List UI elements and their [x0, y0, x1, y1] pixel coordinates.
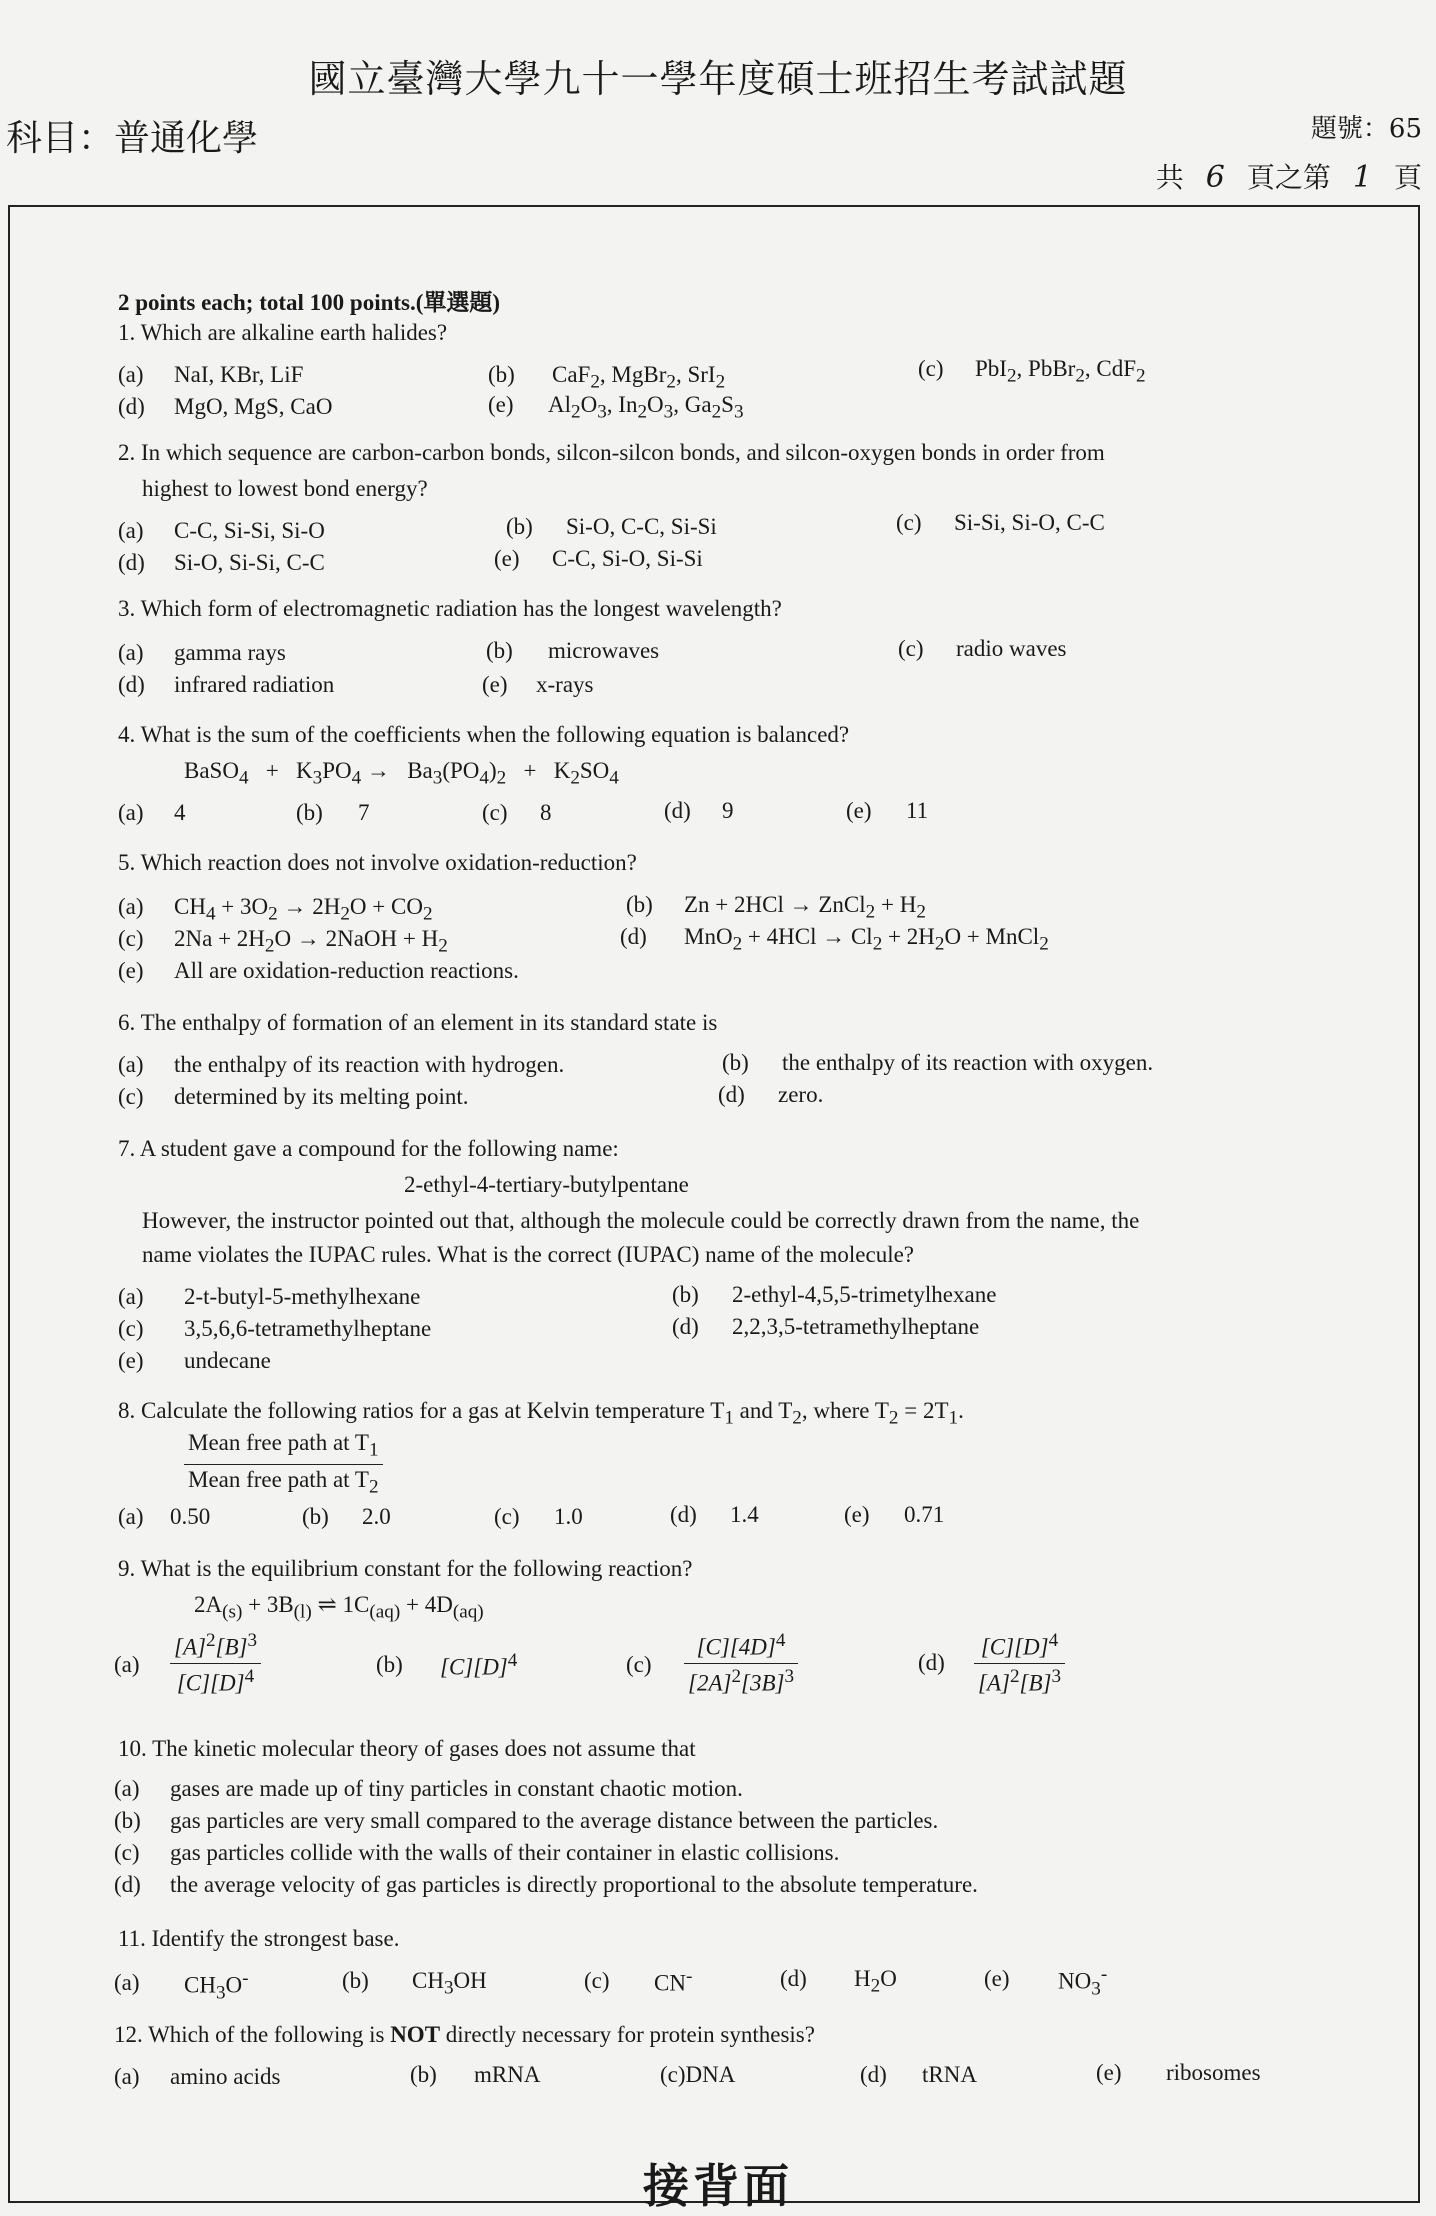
q9-stem: 9. What is the equilibrium constant for the following reaction?	[118, 1556, 693, 1581]
q3-label-c: (c)	[898, 636, 924, 661]
q8-label-c: (c)	[494, 1504, 520, 1529]
q3-option-a: gamma rays	[174, 640, 286, 665]
q8-option-a: 0.50	[170, 1504, 211, 1529]
q5-label-e: (e)	[118, 958, 144, 983]
q4-stem: 4. What is the sum of the coefficients when the following equation is balanced?	[118, 722, 850, 747]
q8-ratio-numerator: Mean free path at T	[188, 1430, 369, 1455]
q7-option-c: 3,5,6,6-tetramethylheptane	[184, 1316, 432, 1341]
q12-stem-post: directly necessary for protein synthesis?	[440, 2022, 815, 2047]
q8-label-d: (d)	[670, 1502, 697, 1527]
question-frame	[8, 205, 1420, 2203]
q7-note-line2: name violates the IUPAC rules. What is the correct (IUPAC) name of the molecule?	[142, 1242, 915, 1267]
instructions: 2 points each; total 100 points.(單選題)	[118, 290, 501, 315]
q11-label-b: (b)	[342, 1968, 369, 1993]
q4-equation: BaSO$_4$ + $K_3PO_4 \to Ba_3(PO_4)_2 + K_2SO_4$	[184, 758, 619, 789]
q8-option-e: 0.71	[904, 1502, 945, 1527]
q6-label-b: (b)	[722, 1050, 749, 1075]
q8-option-c: 1.0	[554, 1504, 583, 1529]
q7-label-b: (b)	[672, 1282, 699, 1307]
subject-label: 科目：普通化學	[6, 118, 259, 159]
q2-stem-line2: highest to lowest bond energy?	[142, 476, 428, 501]
q4-label-a: (a)	[118, 800, 144, 825]
q1-stem: 1. Which are alkaline earth halides?	[118, 320, 448, 345]
q11-label-e: (e)	[984, 1966, 1010, 1991]
q4-option-a: 4	[174, 800, 186, 825]
q5-option-b: Zn + 2HCl → ZnCl$_2$ + $H_2$	[684, 892, 926, 923]
q1-option-b: CaF$_2$, MgBr$_2$, SrI$_2$	[552, 362, 726, 393]
q9-label-c: (c)	[626, 1652, 652, 1677]
q11-option-e: $NO_3^-$	[1058, 1964, 1108, 2000]
q10-option-d: the average velocity of gas particles is directly proportional to the absolute temperature.	[170, 1872, 978, 1897]
q12-label-a: (a)	[114, 2064, 140, 2089]
q11-label-d: (d)	[780, 1966, 807, 1991]
q11-option-c: CN-	[654, 1966, 693, 1996]
q4-label-b: (b)	[296, 800, 323, 825]
q7-note-line1: However, the instructor pointed out that, although the molecule could be correctly drawn from the name, the	[142, 1208, 1140, 1233]
q12-option-d: tRNA	[922, 2062, 977, 2087]
q3-label-b: (b)	[486, 638, 513, 663]
q7-option-e: undecane	[184, 1348, 271, 1373]
q9-option-b: $[C][D]^4$	[440, 1650, 518, 1680]
q3-option-b: microwaves	[548, 638, 660, 663]
q4-label-d: (d)	[664, 798, 691, 823]
q11-stem: 11. Identify the strongest base.	[118, 1926, 400, 1951]
q8-option-b: 2.0	[362, 1504, 391, 1529]
q3-option-d: infrared radiation	[174, 672, 335, 697]
q3-label-a: (a)	[118, 640, 144, 665]
q7-option-b: 2-ethyl-4,5,5-trimetylhexane	[732, 1282, 997, 1307]
q12-label-d: (d)	[860, 2062, 887, 2087]
q8-label-a: (a)	[118, 1504, 144, 1529]
q5-option-a: $CH_4 + 3O_2 \to 2H_2O + CO_2$	[174, 894, 433, 925]
q10-label-b: (b)	[114, 1808, 141, 1833]
q10-stem: 10. The kinetic molecular theory of gases does not assume that	[118, 1736, 696, 1761]
q6-stem: 6. The enthalpy of formation of an element in its standard state is	[118, 1010, 718, 1035]
q9-option-a: $\frac{[A]^2[B]^3}{[C][D]^4}$	[170, 1630, 261, 1696]
q3-stem: 3. Which form of electromagnetic radiation has the longest wavelength?	[118, 596, 782, 621]
q12-stem	[114, 2022, 815, 2048]
q3-label-d: (d)	[118, 672, 145, 697]
q9-option-d: $\frac{[C][D]^4}{[A]^2[B]^3}$	[974, 1630, 1065, 1696]
q8-ratio-denominator: Mean free path at T	[188, 1466, 369, 1492]
page-info	[1156, 156, 1422, 196]
q2-option-d: Si-O, Si-Si, C-C	[174, 550, 325, 575]
q11-option-d: $H_2O$	[854, 1966, 897, 1997]
q1-label-d: (d)	[118, 394, 145, 419]
q4-option-d: 9	[722, 798, 734, 823]
page-total: 6	[1205, 160, 1225, 195]
q10-option-b: gas particles are very small compared to the average distance between the particles.	[170, 1808, 939, 1833]
q12-option-b: mRNA	[474, 2062, 541, 2087]
q4-option-b: 7	[358, 800, 370, 825]
q9-label-b: (b)	[376, 1652, 403, 1677]
q9-label-a: (a)	[114, 1652, 140, 1677]
q2-label-c: (c)	[896, 510, 922, 535]
q12-option-e: ribosomes	[1166, 2060, 1261, 2085]
q6-option-d: zero.	[778, 1082, 824, 1107]
q2-label-a: (a)	[118, 518, 144, 543]
page-suffix: 頁	[1393, 161, 1422, 194]
q1-label-b: (b)	[488, 362, 515, 387]
q5-label-c: (c)	[118, 926, 144, 951]
q10-label-d: (d)	[114, 1872, 141, 1897]
q11-option-a: $CH_3O^-$	[184, 1968, 249, 2004]
q7-label-e: (e)	[118, 1348, 144, 1373]
q6-option-c: determined by its melting point.	[174, 1084, 469, 1109]
q7-option-a: 2-t-butyl-5-methylhexane	[184, 1284, 421, 1309]
q2-option-e: C-C, Si-O, Si-Si	[552, 546, 703, 571]
q7-label-d: (d)	[672, 1314, 699, 1339]
continue-on-back-note: 接背面	[643, 2159, 793, 2213]
q12-option-a: amino acids	[170, 2064, 281, 2089]
exam-title: 國立臺灣大學九十一學年度碩士班招生考試試題	[308, 57, 1128, 101]
q1-label-e: (e)	[488, 392, 514, 417]
question-number: 題號：65	[1310, 114, 1422, 144]
q5-option-e: All are oxidation-reduction reactions.	[174, 958, 519, 983]
q12-option-c: (c)DNA	[660, 2062, 736, 2087]
q8-label-e: (e)	[844, 1502, 870, 1527]
q7-option-d: 2,2,3,5-tetramethylheptane	[732, 1314, 980, 1339]
q8-option-d: 1.4	[730, 1502, 759, 1527]
q6-label-c: (c)	[118, 1084, 144, 1109]
q1-option-c: PbI$_2$, PbBr$_2$, CdF$_2$	[975, 356, 1146, 387]
q7-stem: 7. A student gave a compound for the following name:	[118, 1136, 619, 1161]
q2-option-b: Si-O, C-C, Si-Si	[566, 514, 717, 539]
q9-label-d: (d)	[918, 1650, 945, 1675]
q8-ratio: $\frac{Mean free path at T_1}{Mean free path at T_2}$	[184, 1430, 383, 1498]
q12-stem-emphasis: NOT	[390, 2022, 441, 2047]
q3-label-e: (e)	[482, 672, 508, 697]
q9-option-c: $\frac{[C][4D]^4}{[2A]^2[3B]^3}$	[684, 1630, 798, 1696]
q12-label-b: (b)	[410, 2062, 437, 2087]
q5-label-d: (d)	[620, 924, 647, 949]
q5-label-a: (a)	[118, 894, 144, 919]
q2-label-e: (e)	[494, 546, 520, 571]
q9-reaction: $2A_{(s)} + 3B_{(l)}$ ⇌ $1C_{(aq)} + 4D_{(aq)}$	[194, 1592, 484, 1623]
q4-label-c: (c)	[482, 800, 508, 825]
q12-stem-pre: 12. Which of the following is	[114, 2022, 391, 2047]
q6-label-d: (d)	[718, 1082, 745, 1107]
q5-option-c: $2Na + 2H_2O$ → 2NaOH + $H_2$	[174, 926, 448, 957]
q7-given-name: 2-ethyl-4-tertiary-butylpentane	[404, 1172, 689, 1197]
q7-label-c: (c)	[118, 1316, 144, 1341]
q1-option-e: $Al_2O_3$, $In_2O_3$, $Ga_2S_3$	[548, 392, 744, 423]
q6-option-a: the enthalpy of its reaction with hydrogen.	[174, 1052, 565, 1077]
q2-option-c: Si-Si, Si-O, C-C	[954, 510, 1105, 535]
q8-stem: 8. Calculate the following ratios for a gas at Kelvin temperature $T_1$ and $T_2$, where $T_2 = 2T_1$.	[118, 1398, 964, 1429]
q4-option-e: 11	[906, 798, 929, 823]
q5-stem: 5. Which reaction does not involve oxidation-reduction?	[118, 850, 637, 875]
q1-label-a: (a)	[118, 362, 144, 387]
q4-label-e: (e)	[846, 798, 872, 823]
page-mid: 頁之第	[1246, 161, 1331, 194]
q2-label-d: (d)	[118, 550, 145, 575]
q3-option-c: radio waves	[956, 636, 1067, 661]
q12-label-e: (e)	[1096, 2060, 1122, 2085]
page-prefix: 共	[1155, 161, 1184, 194]
q2-stem-line1: 2. In which sequence are carbon-carbon bonds, silcon-silcon bonds, and silcon-oxygen bonds in order from	[118, 440, 1105, 465]
q1-option-a: NaI, KBr, LiF	[174, 362, 304, 387]
page-current: 1	[1352, 160, 1372, 195]
q6-option-b: the enthalpy of its reaction with oxygen.	[782, 1050, 1154, 1075]
q2-option-a: C-C, Si-Si, Si-O	[174, 518, 325, 543]
q1-option-d: MgO, MgS, CaO	[174, 394, 333, 419]
q6-label-a: (a)	[118, 1052, 144, 1077]
q8-label-b: (b)	[302, 1504, 329, 1529]
q11-label-c: (c)	[584, 1968, 610, 1993]
q5-label-b: (b)	[626, 892, 653, 917]
q1-label-c: (c)	[918, 356, 944, 381]
q3-option-e: x-rays	[536, 672, 594, 697]
q7-label-a: (a)	[118, 1284, 144, 1309]
q10-option-a: gases are made up of tiny particles in constant chaotic motion.	[170, 1776, 743, 1801]
q5-option-d: $MnO_2 + 4HCl \to Cl_2 + 2H_2O$ + MnCl$_2$	[684, 924, 1049, 955]
q10-label-c: (c)	[114, 1840, 140, 1865]
q4-option-c: 8	[540, 800, 552, 825]
q2-label-b: (b)	[506, 514, 533, 539]
q11-option-b: $CH_3OH$	[412, 1968, 487, 1999]
q11-label-a: (a)	[114, 1970, 140, 1995]
q10-option-c: gas particles collide with the walls of their container in elastic collisions.	[170, 1840, 840, 1865]
q10-label-a: (a)	[114, 1776, 140, 1801]
